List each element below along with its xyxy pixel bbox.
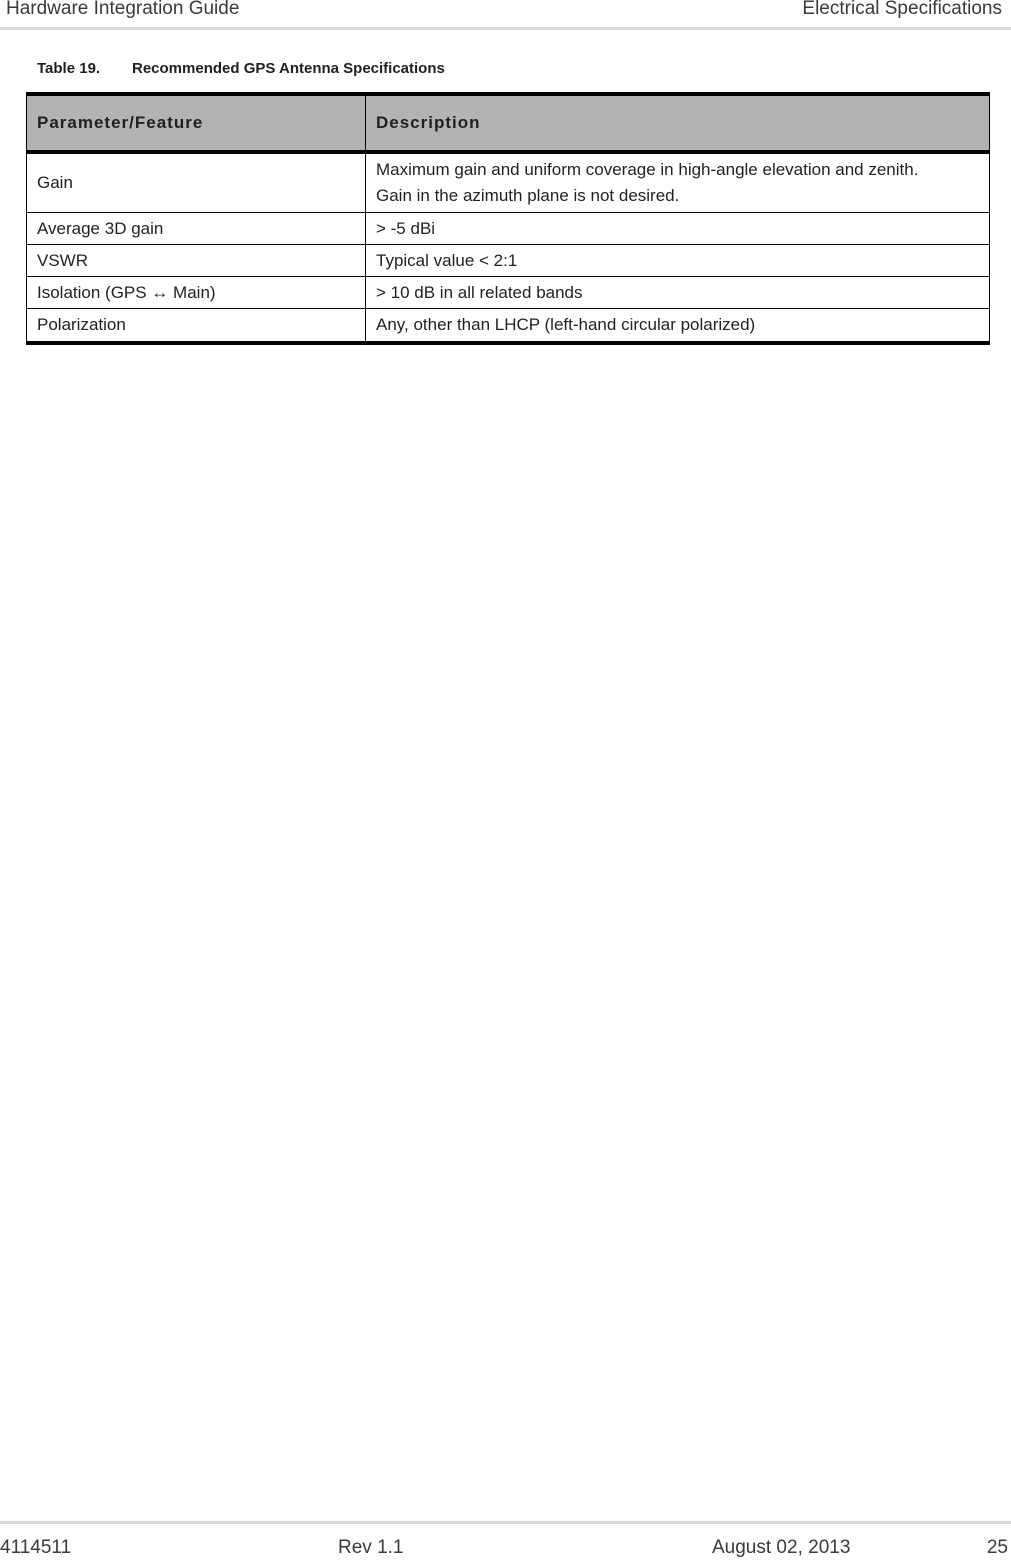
table-row bbox=[27, 277, 990, 309]
table-row bbox=[27, 245, 990, 277]
parameter-cell: Isolation (GPS ↔ Main) bbox=[27, 277, 366, 309]
table-row bbox=[27, 309, 990, 344]
page-number: 25 bbox=[986, 1537, 1008, 1558]
table-row bbox=[27, 152, 990, 213]
description-line: Gain in the azimuth plane is not desired. bbox=[376, 186, 680, 205]
parameter-cell: Gain bbox=[27, 152, 366, 213]
parameter-cell: Average 3D gain bbox=[27, 213, 366, 245]
table-header-row bbox=[27, 94, 990, 152]
description-line: Maximum gain and uniform coverage in high-angle elevation and zenith. bbox=[376, 160, 919, 179]
description-cell: > 10 dB in all related bands bbox=[366, 277, 990, 309]
page-header bbox=[0, 0, 1011, 30]
gps-antenna-spec-table bbox=[26, 92, 990, 345]
column-header-description: Description bbox=[366, 94, 990, 152]
description-cell bbox=[366, 152, 990, 213]
column-header-parameter: Parameter/Feature bbox=[27, 94, 366, 152]
table-row bbox=[27, 213, 990, 245]
description-cell: Typical value < 2:1 bbox=[366, 245, 990, 277]
parameter-cell: VSWR bbox=[27, 245, 366, 277]
description-cell: Any, other than LHCP (left-hand circular polarized) bbox=[366, 309, 990, 344]
table-caption bbox=[37, 60, 445, 77]
parameter-cell: Polarization bbox=[27, 309, 366, 344]
section-title: Electrical Specifications bbox=[802, 0, 1002, 19]
document-title: Hardware Integration Guide bbox=[6, 0, 240, 19]
page-footer bbox=[0, 1521, 1011, 1560]
table-caption-number: Table 19. bbox=[37, 60, 101, 77]
publish-date: August 02, 2013 bbox=[712, 1537, 851, 1558]
revision: Rev 1.1 bbox=[338, 1537, 404, 1558]
document-number: 4114511 bbox=[0, 1537, 72, 1558]
description-cell: > -5 dBi bbox=[366, 213, 990, 245]
table-caption-title: Recommended GPS Antenna Specifications bbox=[132, 60, 445, 77]
